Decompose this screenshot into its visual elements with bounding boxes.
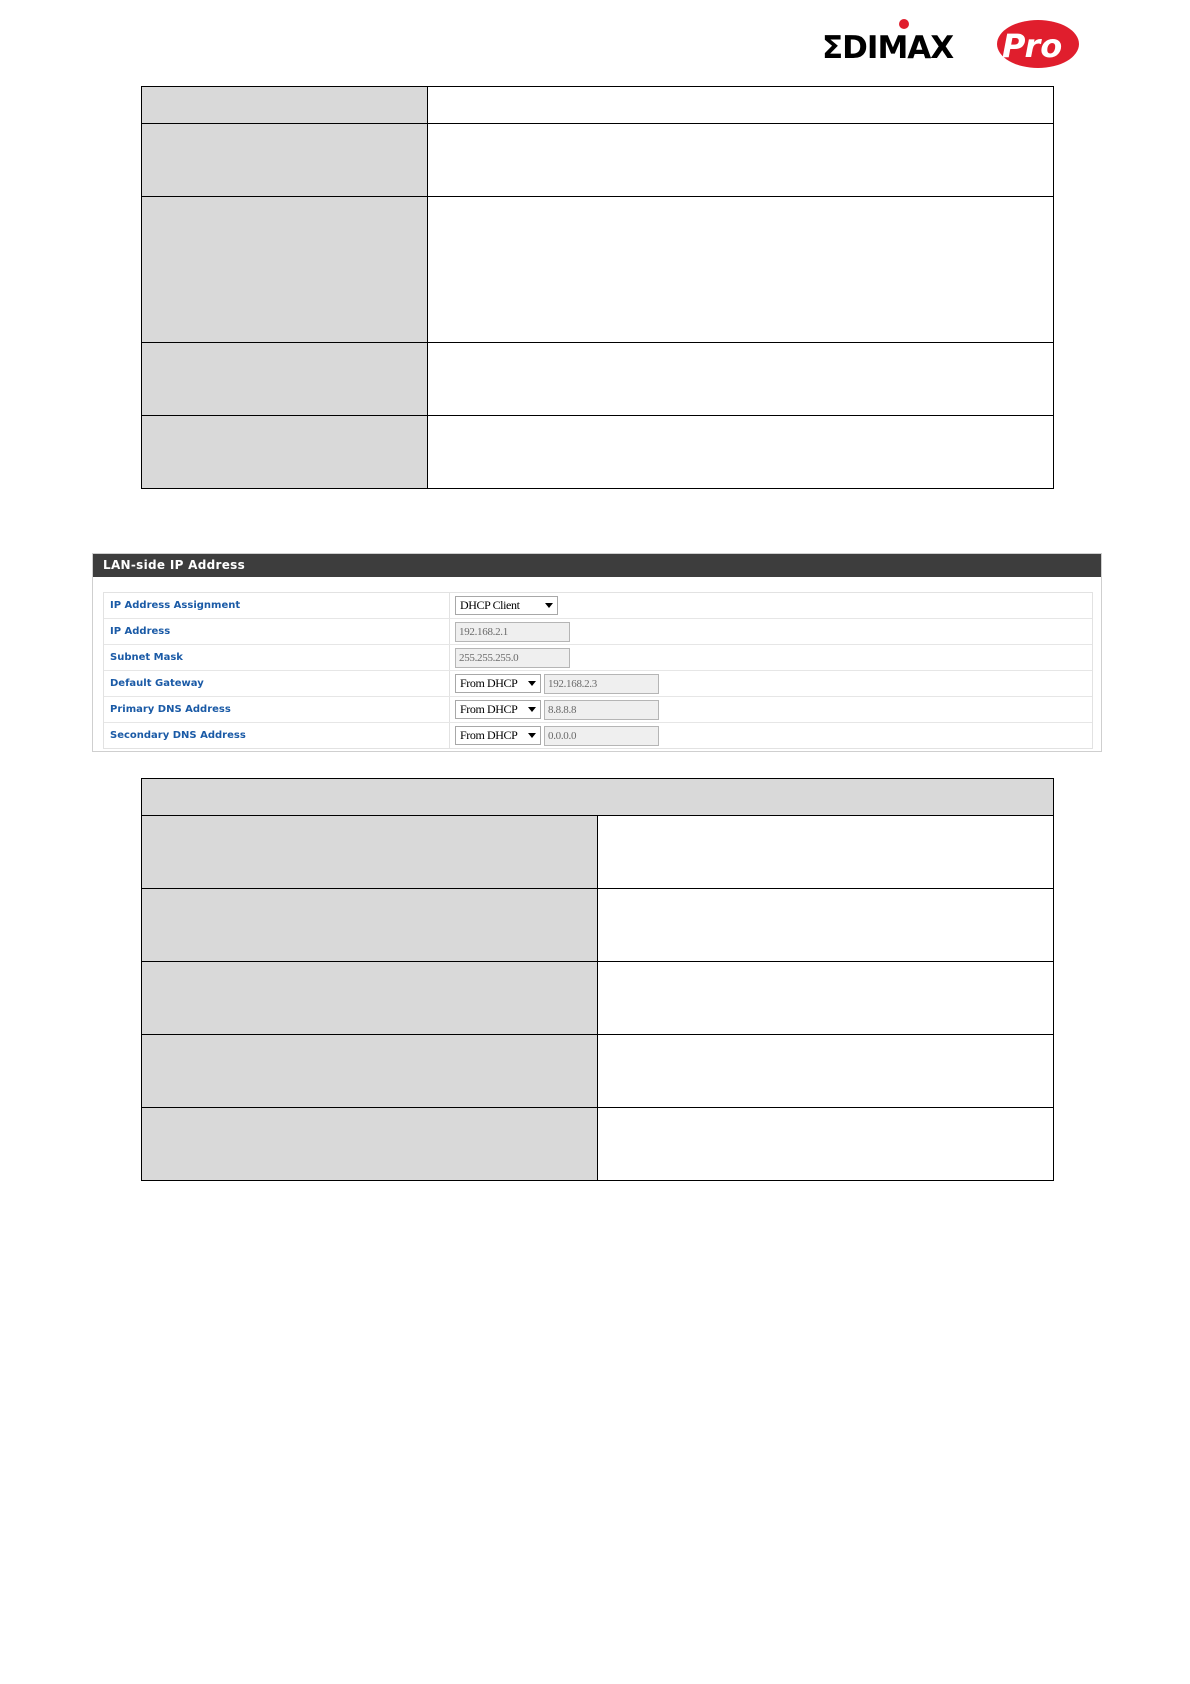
chevron-down-icon <box>528 681 536 686</box>
edimax-pro-logo <box>822 16 1080 72</box>
subnet-mask-label: Subnet Mask <box>104 645 450 670</box>
subnet-mask-row <box>104 645 1092 671</box>
ip-address-row <box>104 619 1092 645</box>
settings-grid <box>103 592 1093 749</box>
chevron-down-icon <box>528 707 536 712</box>
secondary-dns-row <box>104 723 1092 748</box>
primary-dns-input[interactable]: 8.8.8.8 <box>544 700 659 720</box>
ip-assignment-label: IP Address Assignment <box>104 593 450 618</box>
secondary-dns-label: Secondary DNS Address <box>104 723 450 748</box>
subnet-mask-input[interactable]: 255.255.255.0 <box>455 648 570 668</box>
ip-assignment-row <box>104 593 1092 619</box>
ip-assignment-select[interactable]: DHCP Client <box>455 596 558 615</box>
secondary-dns-select[interactable]: From DHCP <box>455 726 541 745</box>
primary-dns-select[interactable]: From DHCP <box>455 700 541 719</box>
default-gateway-input[interactable]: 192.168.2.3 <box>544 674 659 694</box>
chevron-down-icon <box>545 603 553 608</box>
default-gateway-label: Default Gateway <box>104 671 450 696</box>
default-gateway-row <box>104 671 1092 697</box>
bottom-description-table <box>141 778 1054 1181</box>
secondary-dns-input[interactable]: 0.0.0.0 <box>544 726 659 746</box>
top-description-table <box>141 86 1054 489</box>
ip-address-input[interactable]: 192.168.2.1 <box>455 622 570 642</box>
default-gateway-select[interactable]: From DHCP <box>455 674 541 693</box>
chevron-down-icon <box>528 733 536 738</box>
lan-side-ip-panel <box>92 553 1102 752</box>
svg-text:ΣDIMAX: ΣDIMAX <box>822 30 954 66</box>
panel-title: LAN-side IP Address <box>93 554 1101 577</box>
primary-dns-row <box>104 697 1092 723</box>
svg-text:Pro: Pro <box>1002 27 1063 65</box>
primary-dns-label: Primary DNS Address <box>104 697 450 722</box>
ip-address-label: IP Address <box>104 619 450 644</box>
